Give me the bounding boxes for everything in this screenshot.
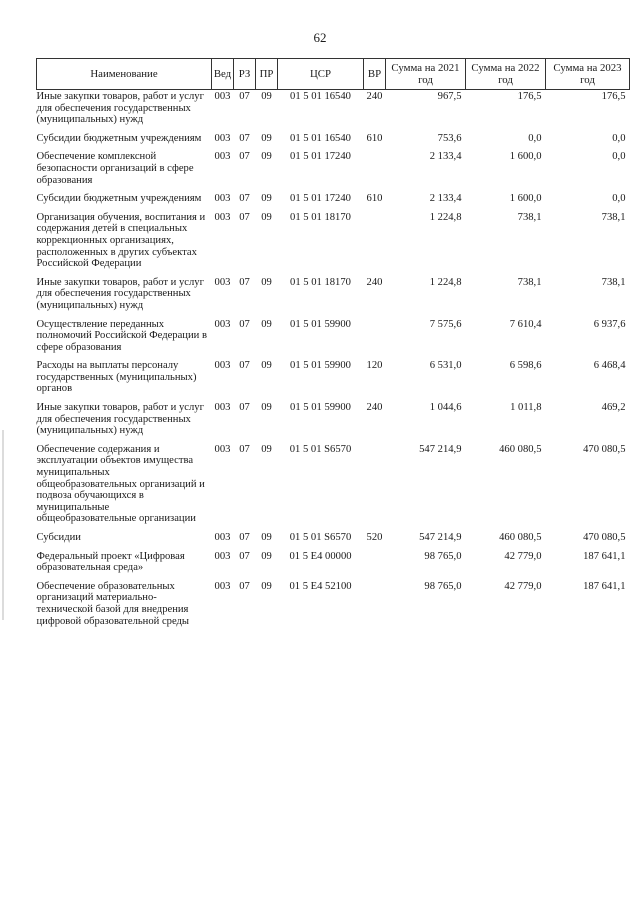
row-csr: 01 5 01 17240 xyxy=(290,151,351,163)
row-pr: 09 xyxy=(261,550,272,562)
row-sum-2023: 187 641,1 xyxy=(583,580,626,592)
row-csr: 01 5 01 S6570 xyxy=(289,532,352,543)
row-rz: 07 xyxy=(239,91,250,102)
row-sum-2021: 7 575,6 xyxy=(429,318,462,330)
row-rz: 07 xyxy=(239,580,250,592)
row-sum-2023: 176,5 xyxy=(601,91,626,102)
row-vr: 120 xyxy=(366,360,383,372)
row-ved: 003 xyxy=(214,132,231,144)
row-rz: 07 xyxy=(239,276,250,288)
row-vr xyxy=(364,150,386,192)
row-ved: 003 xyxy=(214,91,231,102)
row-name: Расходы на выплаты персоналу государственных (муниципальных) органов xyxy=(36,360,197,395)
row-vr xyxy=(364,318,386,360)
header-ved: Вед xyxy=(212,59,234,90)
row-sum-2022: 1 011,8 xyxy=(510,402,542,414)
table-row xyxy=(37,401,630,443)
row-sum-2022: 738,1 xyxy=(517,211,542,223)
row-sum-2021: 547 214,9 xyxy=(419,532,462,543)
row-sum-2021: 2 133,4 xyxy=(429,151,462,163)
row-name: Иные закупки товаров, работ и услуг для обеспечения государственных (муниципальных) нужд xyxy=(36,402,204,437)
table-row xyxy=(37,359,630,401)
row-ved: 003 xyxy=(214,276,231,288)
budget-table xyxy=(36,58,630,633)
row-pr: 09 xyxy=(261,91,272,102)
row-pr: 09 xyxy=(261,318,272,330)
row-rz: 07 xyxy=(239,550,250,562)
row-rz: 07 xyxy=(239,360,250,372)
row-sum-2022: 42 779,0 xyxy=(504,580,542,592)
row-pr: 09 xyxy=(261,211,272,223)
row-ved: 003 xyxy=(214,532,231,543)
row-csr: 01 5 01 18170 xyxy=(290,211,351,223)
row-rz: 07 xyxy=(239,402,250,414)
row-name: Иные закупки товаров, работ и услуг для обеспечения государственных (муниципальных) нужд xyxy=(36,276,204,311)
row-ved: 003 xyxy=(214,580,231,592)
row-vr xyxy=(364,211,386,276)
row-sum-2021: 1 044,6 xyxy=(429,402,462,414)
row-ved: 003 xyxy=(214,550,231,562)
row-pr: 09 xyxy=(261,276,272,288)
table-row xyxy=(37,580,630,633)
row-sum-2021: 98 765,0 xyxy=(424,580,462,592)
header-vr: ВР xyxy=(364,59,386,90)
row-sum-2022: 460 080,5 xyxy=(499,532,542,543)
row-sum-2021: 547 214,9 xyxy=(419,443,462,455)
row-rz: 07 xyxy=(239,318,250,330)
table-row xyxy=(37,550,630,580)
row-csr: 01 5 01 17240 xyxy=(290,193,351,205)
row-name: Обеспечение комплексной безопасности организаций в сфере образования xyxy=(36,151,194,186)
row-ved: 003 xyxy=(214,318,231,330)
header-sum-2022: Сумма на 2022 год xyxy=(466,59,546,90)
row-sum-2023: 187 641,1 xyxy=(583,550,626,562)
row-name: Субсидии бюджетным учреждениям xyxy=(36,193,202,205)
row-pr: 09 xyxy=(261,193,272,205)
row-ved: 003 xyxy=(214,151,231,163)
row-name: Субсидии бюджетным учреждениям xyxy=(36,132,202,144)
row-pr: 09 xyxy=(261,532,272,543)
row-pr: 09 xyxy=(261,151,272,163)
header-csr: ЦСР xyxy=(278,59,364,90)
row-rz: 07 xyxy=(239,151,250,163)
row-ved: 003 xyxy=(214,193,231,205)
row-sum-2022: 460 080,5 xyxy=(499,443,542,455)
row-sum-2021: 753,6 xyxy=(437,132,462,144)
row-sum-2022: 176,5 xyxy=(517,91,542,102)
row-sum-2023: 6 468,4 xyxy=(593,360,626,372)
header-sum-2023: Сумма на 2023 год xyxy=(546,59,630,90)
row-name: Обеспечение содержания и эксплуатации объектов имущества муниципальных общеобразовательных организаций и подвоза обучающихся в муниципальные общеобразовательные организации xyxy=(36,443,205,525)
table-row xyxy=(37,132,630,151)
row-csr: 01 5 01 59900 xyxy=(290,360,351,372)
row-sum-2022: 1 600,0 xyxy=(509,151,542,163)
row-csr: 01 5 01 59900 xyxy=(290,318,351,330)
row-vr: 240 xyxy=(366,91,383,102)
row-csr: 01 5 01 59900 xyxy=(290,402,351,414)
row-sum-2021: 98 765,0 xyxy=(424,550,462,562)
header-rz: РЗ xyxy=(234,59,256,90)
row-vr: 240 xyxy=(366,402,383,414)
row-sum-2023: 0,0 xyxy=(612,193,626,205)
row-pr: 09 xyxy=(261,580,272,592)
row-name: Субсидии xyxy=(36,532,81,543)
row-sum-2023: 6 937,6 xyxy=(593,318,626,330)
row-sum-2021: 1 224,8 xyxy=(429,211,462,223)
row-ved: 003 xyxy=(214,360,231,372)
table-row xyxy=(37,90,630,132)
row-vr: 520 xyxy=(366,532,383,543)
row-pr: 09 xyxy=(261,402,272,414)
row-vr xyxy=(364,580,386,633)
row-name: Федеральный проект «Цифровая образовательная среда» xyxy=(36,550,185,574)
row-rz: 07 xyxy=(239,532,250,543)
row-sum-2023: 738,1 xyxy=(601,276,626,288)
row-pr: 09 xyxy=(261,360,272,372)
row-rz: 07 xyxy=(239,132,250,144)
row-rz: 07 xyxy=(239,211,250,223)
row-sum-2021: 1 224,8 xyxy=(429,276,462,288)
page-number: 62 xyxy=(313,30,327,45)
scan-edge-mark xyxy=(2,430,4,620)
row-sum-2023: 470 080,5 xyxy=(583,443,626,455)
row-sum-2022: 7 610,4 xyxy=(509,318,542,330)
row-ved: 003 xyxy=(214,402,231,414)
row-sum-2022: 6 598,6 xyxy=(509,360,542,372)
header-sum-2021: Сумма на 2021 год xyxy=(386,59,466,90)
row-sum-2023: 0,0 xyxy=(612,151,626,163)
row-name: Осуществление переданных полномочий Российской Федерации в сфере образования xyxy=(36,318,207,353)
row-csr: 01 5 01 18170 xyxy=(290,276,351,288)
row-csr: 01 5 E4 52100 xyxy=(289,580,352,592)
row-sum-2023: 738,1 xyxy=(601,211,626,223)
row-csr: 01 5 01 16540 xyxy=(290,132,351,144)
row-vr: 610 xyxy=(366,193,383,205)
row-pr: 09 xyxy=(261,132,272,144)
row-vr xyxy=(364,550,386,580)
row-csr: 01 5 01 S6570 xyxy=(289,443,352,455)
header-pr: ПР xyxy=(256,59,278,90)
row-sum-2023: 469,2 xyxy=(601,402,626,414)
row-csr: 01 5 01 16540 xyxy=(290,91,351,102)
row-sum-2023: 0,0 xyxy=(612,132,626,144)
row-sum-2021: 6 531,0 xyxy=(429,360,462,372)
row-name: Иные закупки товаров, работ и услуг для обеспечения государственных (муниципальных) нужд xyxy=(36,91,204,126)
table-row xyxy=(37,276,630,318)
header-name: Наименование xyxy=(37,59,212,90)
row-pr: 09 xyxy=(261,443,272,455)
row-ved: 003 xyxy=(214,211,231,223)
row-ved: 003 xyxy=(214,443,231,455)
row-sum-2023: 470 080,5 xyxy=(583,532,626,543)
table-row xyxy=(37,531,630,550)
row-name: Обеспечение образовательных организаций материально-технической базой для внедрения цифровой образовательной среды xyxy=(36,580,190,627)
row-sum-2021: 967,5 xyxy=(437,91,462,102)
row-sum-2022: 0,0 xyxy=(528,132,542,144)
table-row xyxy=(37,443,630,531)
row-sum-2022: 738,1 xyxy=(517,276,542,288)
row-rz: 07 xyxy=(239,443,250,455)
table-header-row xyxy=(37,59,630,90)
row-name: Организация обучения, воспитания и содержания детей в специальных коррекционных организациях, расположенных в других субъектах Российской Федерации xyxy=(36,211,206,270)
table-row xyxy=(37,318,630,360)
table-row xyxy=(37,192,630,211)
row-sum-2022: 42 779,0 xyxy=(504,550,542,562)
row-sum-2022: 1 600,0 xyxy=(509,193,542,205)
table-row xyxy=(37,150,630,192)
row-csr: 01 5 E4 00000 xyxy=(289,550,352,562)
row-vr: 240 xyxy=(366,276,383,288)
row-vr: 610 xyxy=(366,132,383,144)
row-vr xyxy=(364,443,386,531)
table-row xyxy=(37,211,630,276)
row-rz: 07 xyxy=(239,193,250,205)
row-sum-2021: 2 133,4 xyxy=(429,193,462,205)
